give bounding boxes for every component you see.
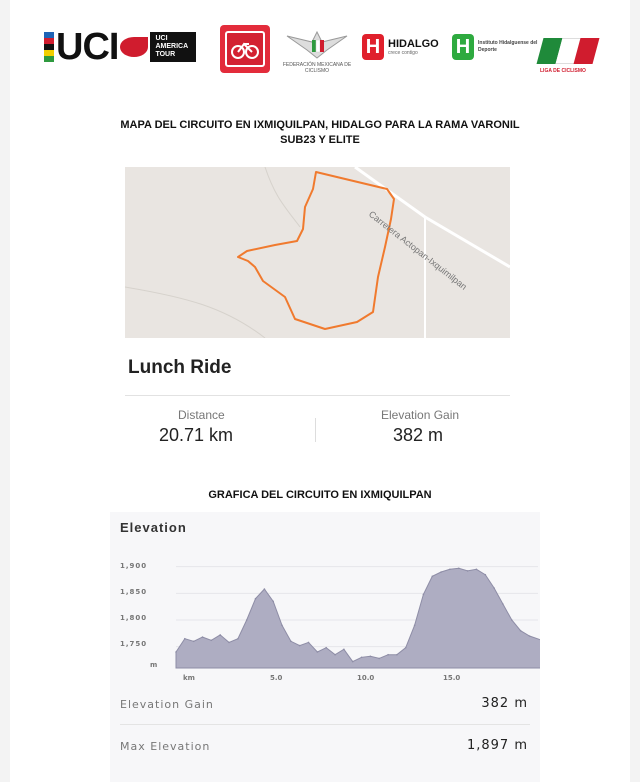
y-tick-label: 1,850 — [120, 588, 148, 596]
uci-wordmark: UCI — [56, 26, 119, 68]
bicycle-icon — [225, 31, 265, 67]
elevation-point — [361, 657, 363, 659]
road-label: Carretera Actopan-Ixquimilpan — [366, 209, 469, 292]
elevation-point — [237, 638, 239, 640]
elevation-point — [228, 642, 230, 644]
stat-separator — [315, 418, 316, 442]
ride-name: Lunch Ride — [128, 357, 232, 378]
instituto-deporte-logo: H Instituto Hidalguense del Deporte — [452, 34, 538, 60]
mexican-flag-logo — [537, 38, 600, 64]
elevation-point — [308, 642, 310, 644]
elevation-area — [176, 568, 540, 668]
route-map — [125, 167, 510, 338]
divider — [125, 395, 510, 396]
elevation-point — [202, 636, 204, 638]
elevation-panel — [110, 512, 540, 782]
elevation-point — [432, 576, 434, 578]
elevation-point — [175, 651, 177, 653]
uci-swoosh-icon — [120, 37, 148, 57]
elevation-point — [476, 569, 478, 571]
y-tick-label: 1,900 — [120, 562, 148, 570]
elevation-point — [449, 569, 451, 571]
elevation-point — [485, 574, 487, 576]
x-unit-label: km — [183, 674, 195, 682]
elevation-point — [219, 634, 221, 636]
elevation-point — [272, 601, 274, 603]
max-elevation-label: Max Elevation — [120, 740, 211, 753]
elevation-point — [387, 654, 389, 656]
elevation-point — [334, 654, 336, 656]
elevation-point — [458, 568, 460, 570]
distance-value: 20.71 km — [159, 425, 234, 445]
h-icon: H — [452, 34, 474, 60]
elevation-gain-row-label: Elevation Gain — [120, 698, 214, 711]
h-icon: H — [362, 34, 384, 60]
elevation-point — [467, 570, 469, 572]
elevation-title: Elevation — [120, 520, 187, 535]
graph-title: GRAFICA DEL CIRCUITO EN IXMIQUILPAN — [208, 489, 432, 501]
elevation-point — [352, 661, 354, 663]
eagle-icon — [282, 28, 352, 62]
elevation-point — [299, 645, 301, 647]
elevation-point — [502, 603, 504, 605]
elevation-point — [520, 630, 522, 632]
elevation-point — [529, 635, 531, 637]
elevation-point — [317, 651, 319, 653]
y-unit-label: m — [150, 661, 159, 669]
route-line — [238, 172, 394, 329]
row-divider — [120, 724, 530, 725]
elevation-point — [378, 658, 380, 660]
uci-tour-tag: UCI AMERICA TOUR — [150, 32, 196, 62]
elevation-point — [255, 598, 257, 600]
elevation-gain-label: Elevation Gain — [381, 408, 460, 422]
elevation-point — [440, 571, 442, 573]
sponsor-logos: UCI UCI AMERICA TOUR FEDERACIÓN MEXICANA DE CICLISMO H HIDALGO crece contigo H Instituto Hidalguense del Deporte LIGA DE CICLISMO — [10, 20, 630, 80]
x-tick-label: 15.0 — [443, 674, 461, 682]
elevation-gain-value: 382 m — [393, 425, 444, 445]
elevation-point — [281, 625, 283, 627]
elevation-point — [264, 588, 266, 590]
x-tick-label: 10.0 — [357, 674, 375, 682]
elevation-point — [396, 654, 398, 656]
elevation-point — [370, 656, 372, 658]
elevation-gain-row-value: 382 m — [481, 696, 528, 711]
elevation-point — [343, 649, 345, 651]
rainbow-bars-icon — [44, 32, 54, 62]
max-elevation-value: 1,897 m — [466, 738, 528, 753]
y-tick-label: 1,750 — [120, 640, 148, 648]
x-tick-label: 5.0 — [270, 674, 283, 682]
elevation-point — [511, 619, 513, 621]
elevation-point — [414, 625, 416, 627]
document-page — [10, 0, 630, 782]
elevation-point — [325, 647, 327, 649]
fmc-logo: FEDERACIÓN MEXICANA DE CICLISMO — [282, 28, 352, 72]
distance-label: Distance — [178, 408, 225, 422]
elevation-point — [184, 638, 186, 640]
elevation-chart — [110, 512, 540, 672]
uci-america-tour-logo — [44, 26, 196, 68]
elevation-point — [246, 619, 248, 621]
y-tick-label: 1,800 — [120, 614, 148, 622]
elevation-point — [405, 647, 407, 649]
cycling-badge-logo — [220, 25, 270, 73]
elevation-point — [423, 594, 425, 596]
elevation-point — [290, 641, 292, 643]
elevation-point — [193, 641, 195, 643]
hidalgo-logo: H HIDALGO crece contigo — [362, 34, 439, 60]
elevation-point — [211, 640, 213, 642]
page-title: MAPA DEL CIRCUITO EN IXMIQUILPAN, HIDALGO PARA LA RAMA VARONIL SUB23 Y ELITE — [120, 119, 520, 146]
elevation-point — [493, 587, 495, 589]
